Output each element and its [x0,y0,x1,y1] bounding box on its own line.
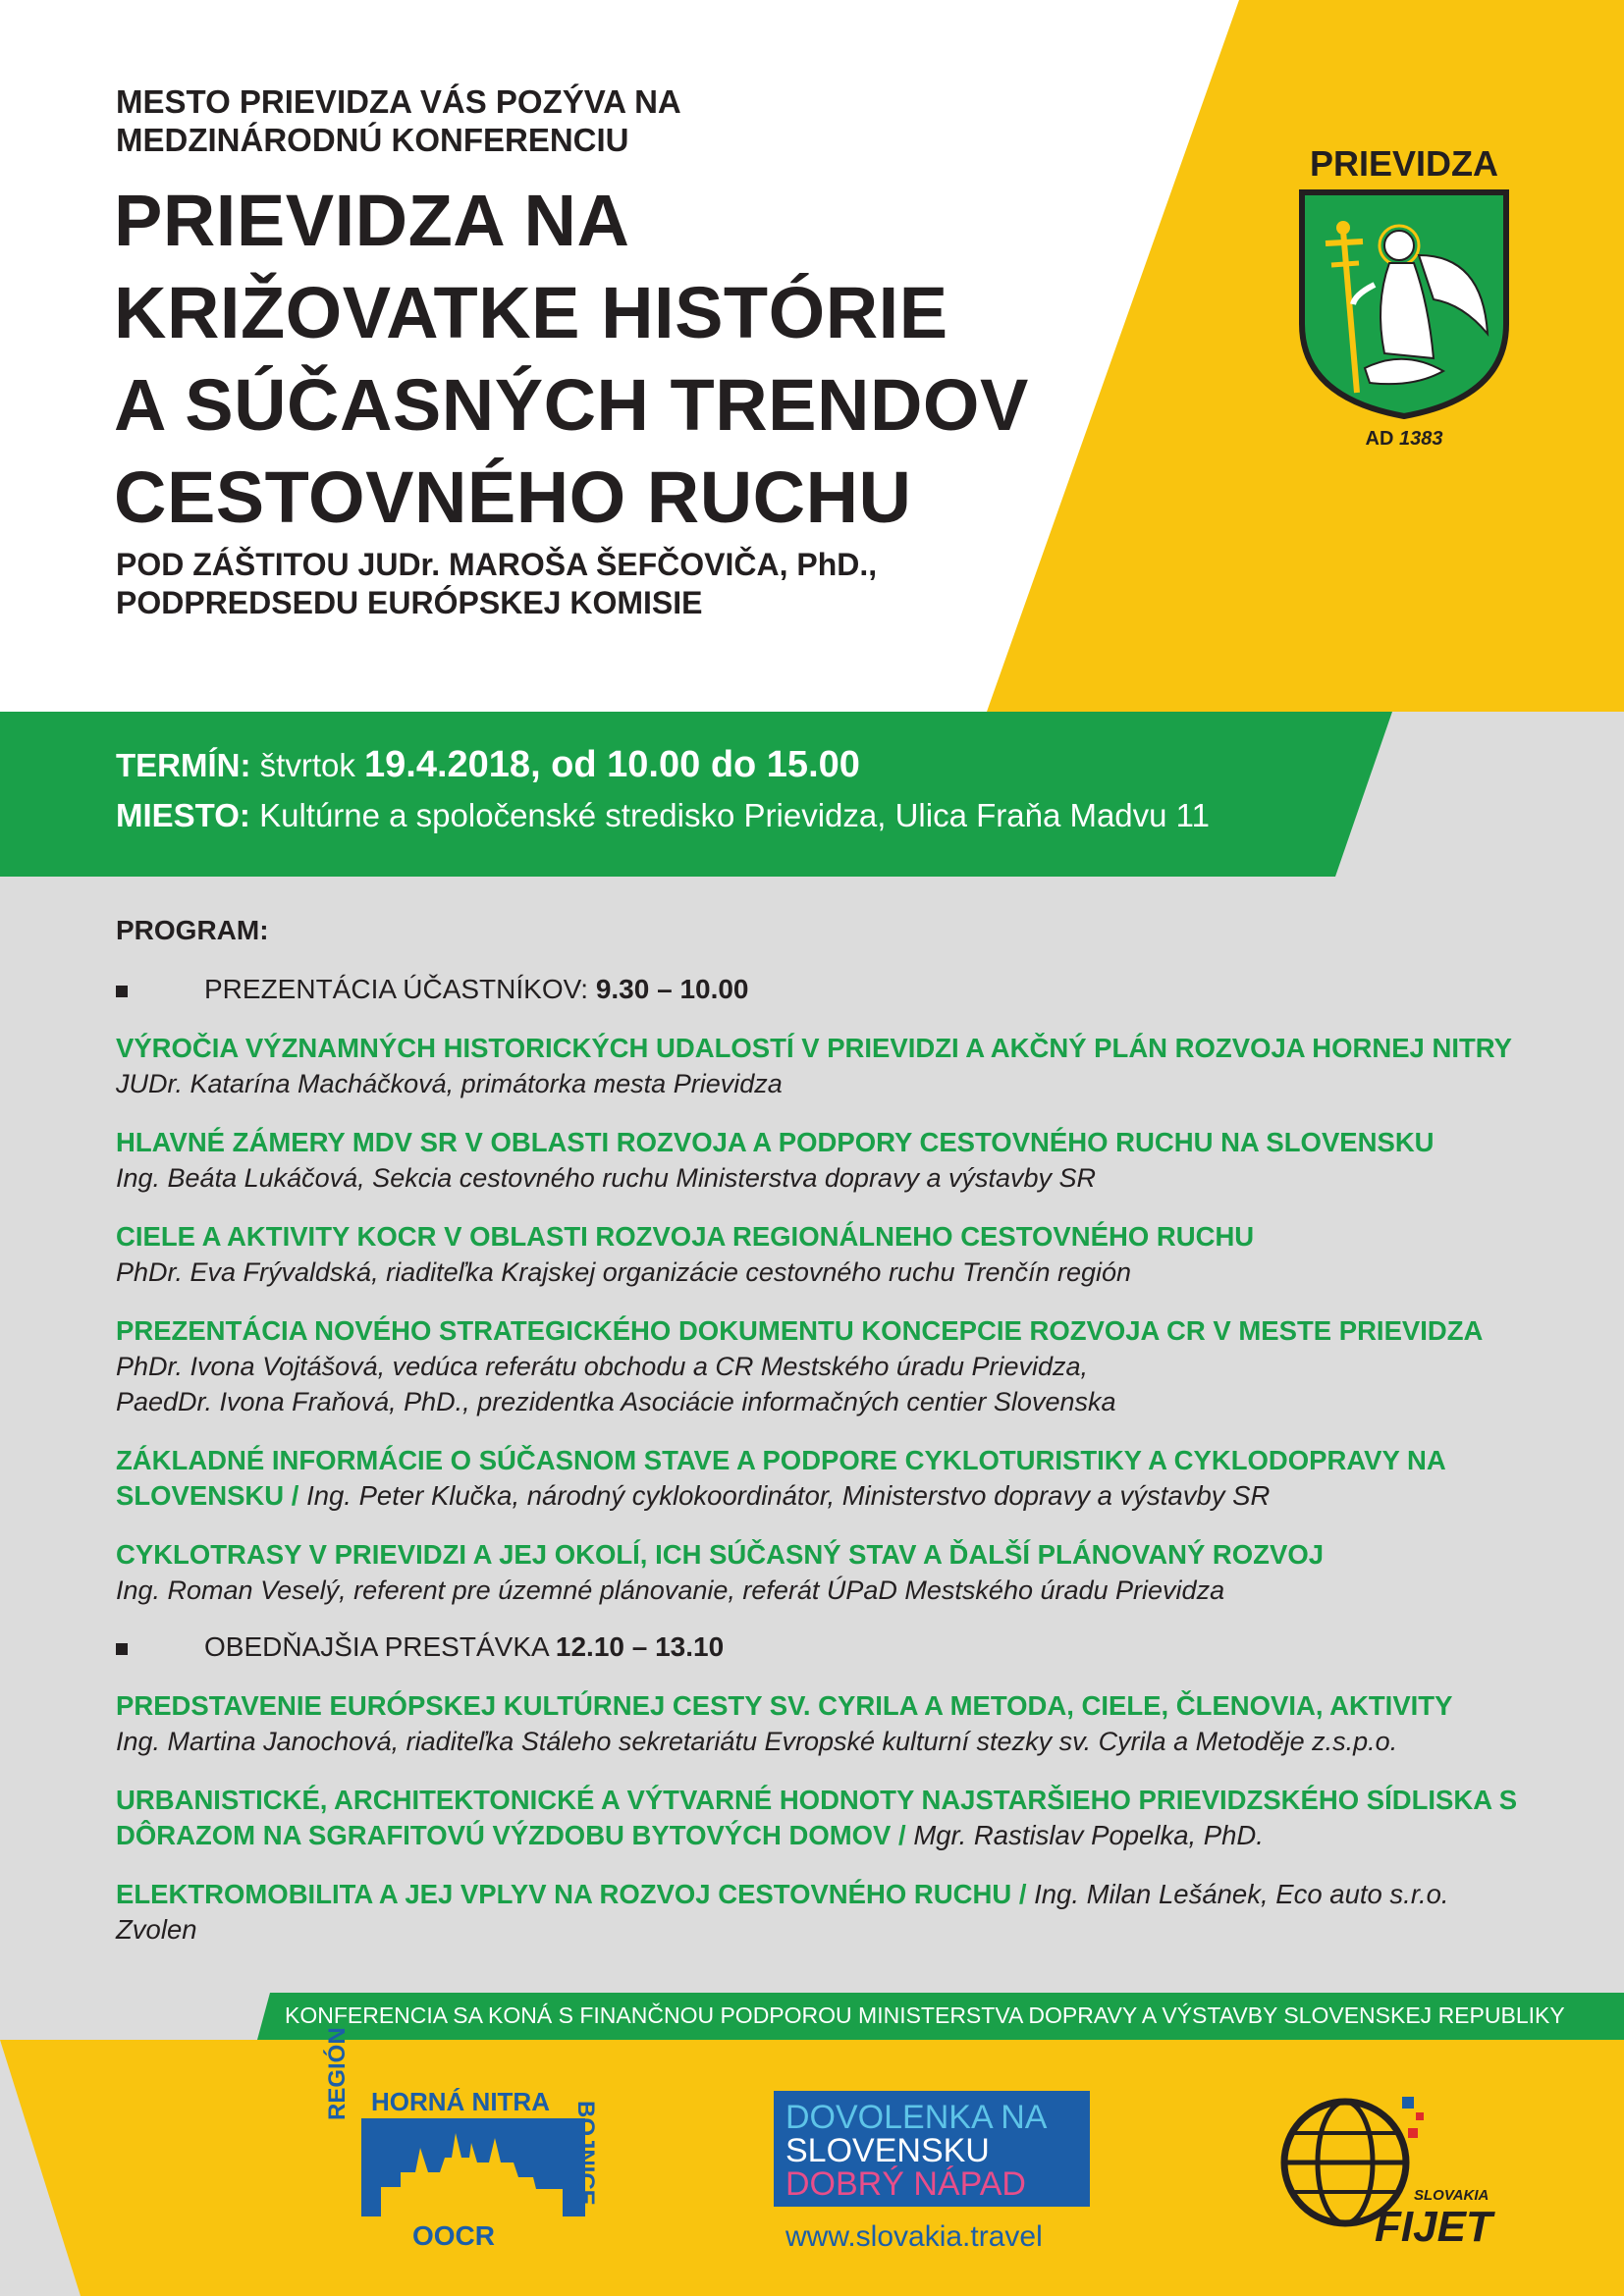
program-item-title: PREDSTAVENIE EURÓPSKEJ KULTÚRNEJ CESTY SV. CYRILA A METODA, CIELE, ČLENOVIA, AKTIVITY [116,1690,1453,1721]
city-logo-name: PRIEVIDZA [1309,143,1499,184]
lunch-label: OBEDŇAJŠIA PRESTÁVKA [204,1631,549,1662]
program-item-title: PREZENTÁCIA NOVÉHO STRATEGICKÉHO DOKUMENTU KONCEPCIE ROZVOJA CR V MESTE PRIEVIDZA [116,1315,1484,1346]
program-item [116,1031,1530,1101]
program-item-title: URBANISTICKÉ, ARCHITEKTONICKÉ A VÝTVARNÉ HODNOTY NAJSTARŠIEHO PRIEVIDZSKÉHO SÍDLISKA S [116,1785,1518,1815]
dovolenka-line-3: DOBRÝ NÁPAD [785,2165,1026,2203]
program-item [116,1783,1530,1853]
oocr-left-text: REGIÓN [324,2027,351,2120]
program-item-speaker: Ing. Roman Veselý, referent pre územné plánovanie, referát ÚPaD Mestského úradu Prievidza [116,1575,1225,1605]
program-item-speaker: Ing. Martina Janochová, riaditeľka Stáleho sekretariátu Evropské kulturní stezky sv. Cyrila a Metoděje z.s.p.o. [116,1727,1398,1756]
title-line-3: A SÚČASNÝCH TRENDOV [114,364,1029,446]
year-value: 1383 [1398,428,1443,450]
title-line-1: PRIEVIDZA NA [114,180,630,261]
program-heading: PROGRAM: [116,915,269,945]
invitation-line-1: MESTO PRIEVIDZA VÁS POZÝVA NA [116,83,681,120]
coat-of-arms-icon [1296,187,1512,422]
program-item-title: ELEKTROMOBILITA A JEJ VPLYV NA ROZVOJ CESTOVNÉHO RUCHU / [116,1879,1027,1909]
program-item-title: ZÁKLADNÉ INFORMÁCIE O SÚČASNOM STAVE A PODPORE CYKLOTURISTIKY A CYKLODOPRAVY NA [116,1445,1446,1475]
invitation-line-2: MEDZINÁRODNÚ KONFERENCIU [116,122,629,158]
program-item [116,1313,1530,1419]
conference-title [114,175,1115,544]
dovolenka-logo [774,2091,1090,2207]
program-item-title-2: DÔRAZOM NA SGRAFITOVÚ VÝZDOBU BYTOVÝCH DOMOV / [116,1820,906,1850]
date-value: 19.4.2018, od 10.00 do 15.00 [364,744,860,785]
program-item-speaker-2: PaedDr. Ivona Fraňová, PhD., prezidentka Asociácie informačných centier Slovenska [116,1387,1116,1416]
event-place-row [116,797,1210,834]
dovolenka-line-2: SLOVENSKU [785,2132,990,2169]
event-date-row [116,744,860,786]
program-item-title-2: SLOVENSKU / [116,1480,299,1511]
financial-support-note: KONFERENCIA SA KONÁ S FINANČNOU PODPOROU MINISTERSTVA DOPRAVY A VÝSTAVBY SLOVENSKEJ REPUBLIKY [285,2002,1565,2028]
program-item-speaker: PhDr. Eva Frývaldská, riaditeľka Krajskej organizácie cestovného ruchu Trenčín región [116,1257,1132,1287]
program-item-speaker: PhDr. Ivona Vojtášová, vedúca referátu obchodu a CR Mestského úradu Prievidza, [116,1352,1089,1381]
program-item-title-cont [116,1478,1530,1514]
oocr-top-text: HORNÁ NITRA [371,2087,550,2116]
program-item [116,1125,1530,1196]
place-label: MIESTO: [116,797,250,833]
program-item-speaker: Ing. Peter Klučka, národný cyklokoordinátor, Ministerstvo dopravy a výstavby SR [306,1480,1271,1511]
program-item-title: VÝROČIA VÝZNAMNÝCH HISTORICKÝCH UDALOSTÍ V PRIEVIDZI A AKČNÝ PLÁN ROZVOJA HORNEJ NITRY [116,1033,1512,1063]
dovolenka-line-1: DOVOLENKA NA [785,2099,1048,2136]
bullet-square-icon [116,986,128,997]
registration-row [116,974,749,1005]
date-day: štvrtok [259,747,355,783]
patronage-text [116,546,1000,622]
program-item [116,1219,1530,1290]
year-prefix: AD [1365,428,1394,450]
title-line-4: CESTOVNÉHO RUCHU [114,456,912,538]
lunch-break-row [116,1631,724,1663]
program-item-speaker: Ing. Milan Lešánek, Eco auto s.r.o. Zvolen [116,1879,1449,1945]
program-item [116,1443,1530,1514]
oocr-right-text: BOJNICE [572,2101,599,2206]
patron-line-1: POD ZÁŠTITOU JUDr. MAROŠA ŠEFČOVIČA, PhD., [116,547,878,582]
program-item-speaker: JUDr. Katarína Macháčková, primátorka mesta Prievidza [116,1069,783,1098]
registration-time: 9.30 – 10.00 [595,974,749,1004]
patron-line-2: PODPREDSEDU EURÓPSKEJ KOMISIE [116,585,703,620]
program-item-title: HLAVNÉ ZÁMERY MDV SR V OBLASTI ROZVOJA A PODPORY CESTOVNÉHO RUCHU NA SLOVENSKU [116,1127,1435,1157]
date-label: TERMÍN: [116,747,251,783]
slovakia-travel-url: www.slovakia.travel [785,2220,1043,2253]
registration-label: PREZENTÁCIA ÚČASTNÍKOV: [204,974,589,1004]
place-value: Kultúrne a spoločenské stredisko Prievidza, Ulica Fraňa Madvu 11 [259,797,1210,833]
program-item-title: CYKLOTRASY V PRIEVIDZI A JEJ OKOLÍ, ICH SÚČASNÝ STAV A ĎALŠÍ PLÁNOVANÝ ROZVOJ [116,1539,1325,1570]
invitation-text [116,82,1000,159]
city-founding-year [1286,428,1522,451]
oocr-bottom-text: OOCR [412,2220,495,2251]
program-item-speaker: Ing. Beáta Lukáčová, Sekcia cestovného ruchu Ministerstva dopravy a výstavby SR [116,1163,1097,1193]
program-item [116,1537,1530,1608]
program-item-title-cont [116,1877,1530,1948]
fijet-name: FIJET [1375,2203,1492,2251]
program-item-title: CIELE A AKTIVITY KOCR V OBLASTI ROZVOJA REGIONÁLNEHO CESTOVNÉHO RUCHU [116,1221,1255,1252]
bullet-square-icon [116,1643,128,1655]
title-line-2: KRIŽOVATKE HISTÓRIE [114,272,948,353]
program-item-speaker: Mgr. Rastislav Popelka, PhD. [913,1820,1264,1850]
program-item [116,1688,1530,1759]
fijet-country: SLOVAKIA [1414,2187,1489,2204]
lunch-time: 12.10 – 13.10 [555,1631,725,1662]
program-item [116,1877,1530,1948]
castle-silhouette-icon [361,2118,585,2216]
program-item-title-cont [116,1818,1530,1853]
